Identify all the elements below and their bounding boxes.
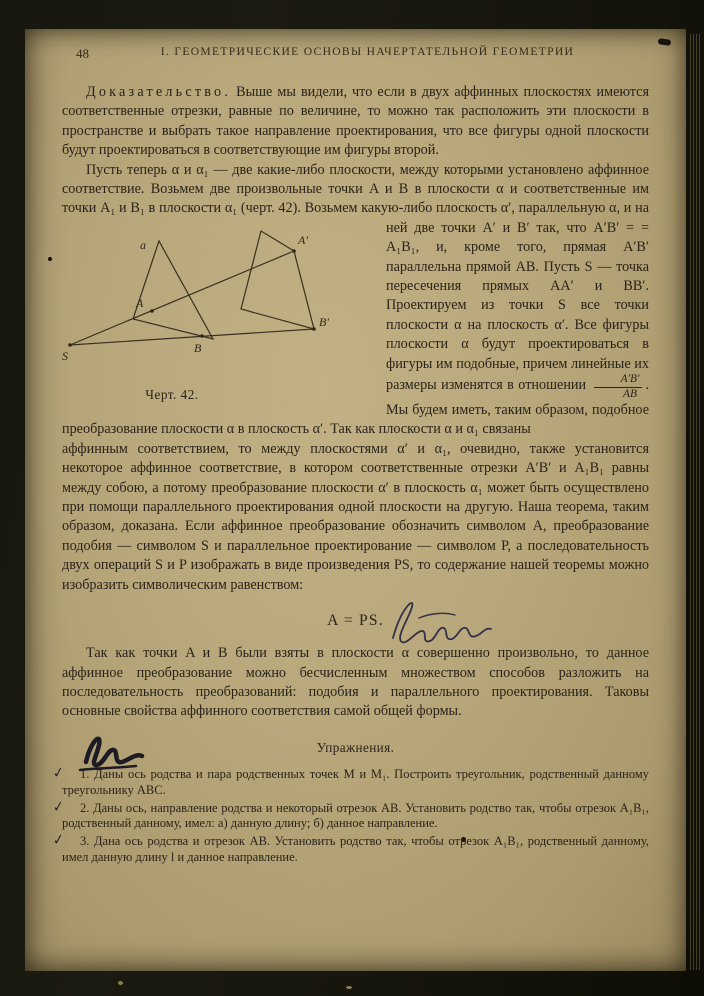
exercise-text: 1. Даны ось родства и пара родственных точек M и M₁. Построить треугольник, родственный данному треугольнику ABC. xyxy=(62,766,649,797)
figure-drawing xyxy=(62,225,362,375)
checkmark-ink: ✓ xyxy=(51,831,66,850)
book-page-edges xyxy=(690,34,701,970)
pen-strokes xyxy=(393,603,491,642)
exercise-text: 2. Даны ось, направление родства и некоторый отрезок AB. Установить родство так, чтобы отрезок A₁B₁, родственный данному, имел: а) данную длину; б) данное направление. xyxy=(62,800,649,831)
exercises-section xyxy=(51,739,649,866)
chapter-header: I. ГЕОМЕТРИЧЕСКИЕ ОСНОВЫ НАЧЕРТАТЕЛЬНОЙ ГЕОМЕТРИИ xyxy=(160,45,575,58)
exercises-heading: Упражнения. xyxy=(316,739,395,755)
handwritten-ink-scribble xyxy=(385,594,501,648)
exercise-item-3 xyxy=(51,831,649,866)
exercise-item-2 xyxy=(51,797,649,833)
proof-text: Выше мы видели, что если в двух аффинных плоскостях имеются соответственные отрезки, равные по величине, то можно так расположить эти плоскости в пространстве и выбрать такое направление проектирования, что все фигуры одной плоскости будут проектироваться в соответствующие им фигуры второй. xyxy=(62,84,649,159)
paragraph-construction xyxy=(62,161,649,440)
label-B-prime: B′ xyxy=(319,314,329,329)
figure-lines xyxy=(70,231,314,345)
checkmark-ink: ✓ xyxy=(51,763,66,783)
paragraph-proof xyxy=(62,83,649,161)
construction-text-after-fraction: . Мы будем иметь, таким образом, подобное преобразование плоскости α в плоскость α′. Так как плоскости α и α₁ связаны xyxy=(62,377,650,438)
paragraph-conclusion: Так как точки A и B были взяты в плоскости α совершенно произвольно, то данное аффинное преобразование можно бесчисленным множеством способов разложить на последовательность преобразований: подобия и параллельного проектирования. Таковы основные свойства аффинного соответствия самой общей формы. xyxy=(62,645,649,720)
page-number: 48 xyxy=(76,46,89,61)
inline-fraction xyxy=(594,374,643,401)
figure-chert-42 xyxy=(62,225,374,404)
label-S: S xyxy=(62,348,68,363)
ink-speck xyxy=(658,38,672,46)
book-page xyxy=(25,29,686,971)
ink-speck xyxy=(48,257,52,261)
figure-points xyxy=(68,249,316,347)
proof-lead-word: Доказательство. xyxy=(86,84,232,100)
formula: A = PS. xyxy=(327,612,384,630)
exercise-item-1 xyxy=(51,763,649,799)
page-content xyxy=(51,45,650,868)
figure-caption: Черт. 42. xyxy=(145,386,199,402)
label-A-prime: A′ xyxy=(298,232,308,247)
label-B: B xyxy=(194,340,202,355)
paragraph-affine-correspondence: аффинным соответствием, то между плоскостями α′ и α₁, очевидно, также установится некоторое аффинное соответствие, в котором соответственные отрезки A′B′ и A₁B₁ равны между собою, а потому преобразование плоскости α′ в плоскость α₁ может быть осуществлено при помощи параллельного проектирования одной плоскости на другую. Наша теорема, таким образом, доказана. Если аффинное преобразование обозначить символом A, преобразование подобия — символом S и параллельное проектирование — символом P, а последовательность двух операций S и P изображать в виде произведения PS, то содержание нашей теоремы можно изобразить символическим равенством: xyxy=(62,440,649,593)
construction-text-before-figure: Пусть теперь α и α₁ — две какие-либо плоскости, между которыми установлено аффинное соответствие. Возьмем две произвольные точки A и B в плоскости α и соответственные им точки A₁ и B₁ в плоскости α₁ (черт. 42). Возьмем какую-либо плоскость α′, параллельную α, и на ней две точки A′ и B′ так, что A′B′ = xyxy=(62,161,649,236)
formula-row xyxy=(62,612,649,630)
fraction-numerator: A′B′ xyxy=(594,374,643,388)
fraction-denominator: AB xyxy=(623,388,637,401)
label-a: a xyxy=(140,237,146,252)
checkmark-ink: ✓ xyxy=(51,797,66,816)
label-A: A xyxy=(136,295,144,310)
exercise-text: 3. Дана ось родства и отрезок AB. Установить родство так, чтобы отрезок A₁B₁, родственный данному, имел данную длину l и данное направление. xyxy=(62,834,649,865)
construction-text-beside-figure: = A₁B₁, и, кроме того, прямая A′B′ параллельна прямой AB. Пусть S — точка пересечения прямых AA′ и BB′. Проектируем из точки S все точки плоскости α на плоскость α′. Все фигуры плоскости α будут проектироваться в фигуры им подобные, причем линейные их размеры изменятся в отношении xyxy=(386,219,649,394)
dust-speck xyxy=(118,981,123,985)
running-header xyxy=(62,45,649,63)
dust-speck xyxy=(346,986,352,989)
